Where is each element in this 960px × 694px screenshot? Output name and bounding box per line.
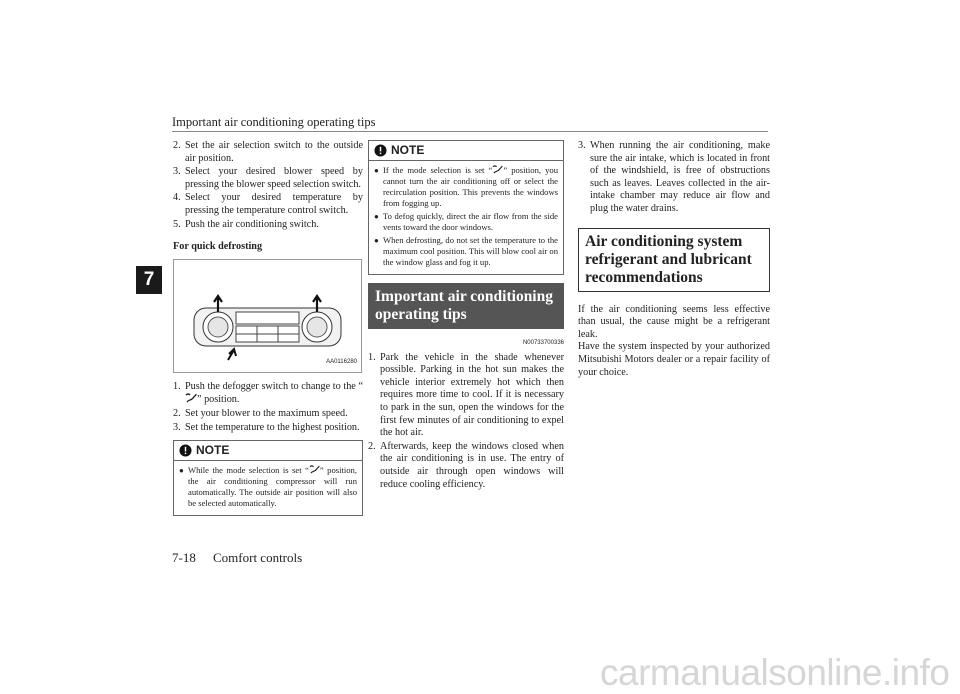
note-info-icon — [179, 444, 192, 457]
step-item: 3. When running the air conditioning, make sure the air intake, which is located in front of the windshield, is free of obstructions such as leaves. Leaves collected in the air-intake chamber may reduce air flow and plug the water drains. — [578, 140, 770, 214]
step-item: 2. Set the air selection switch to the outside air position. — [173, 140, 363, 164]
note-header — [369, 141, 563, 161]
defroster-icon — [492, 165, 503, 174]
page-number: 7-18 — [172, 550, 196, 565]
header-rule — [172, 131, 768, 132]
bullet-icon: ● — [374, 212, 379, 221]
bullet-icon: ● — [374, 166, 379, 175]
step-item: 3. Select your desired blower speed by pressing the blower speed selection switch. — [173, 166, 363, 190]
note-title: NOTE — [196, 443, 230, 458]
subhead-quick-defrosting: For quick defrosting — [173, 241, 263, 253]
note-item: ● To defog quickly, direct the air flow from the side vents toward the door windows. — [374, 211, 558, 232]
section-heading-tips: Important air conditioning operating tips — [368, 283, 564, 329]
note-box-2 — [368, 140, 564, 275]
figure-code: AA0116280 — [326, 359, 357, 366]
note-item: ● If the mode selection is set “ ” position, you cannot turn the air conditioning off or select the recirculation position. This prevents the windows from fogging up. — [374, 165, 558, 208]
steps-list-a — [173, 140, 363, 231]
header-title: Important air conditioning operating tips — [172, 115, 376, 129]
step-item: 2. Afterwards, keep the windows closed when the air conditioning is in use. The entry of outside air through open windows will reduce cooling efficiency. — [368, 440, 564, 490]
note-item: ● When defrosting, do not set the temperature to the maximum cool position. This will blow cool air on the window glass and fog it up. — [374, 235, 558, 267]
column-2 — [368, 140, 564, 492]
paragraph: If the air conditioning seems less effective than usual, the cause might be a refrigerant leak. — [578, 303, 770, 340]
footer-section: Comfort controls — [213, 550, 303, 565]
step-item: 5. Push the air conditioning switch. — [173, 218, 319, 230]
defroster-icon — [185, 393, 197, 403]
defroster-icon — [309, 465, 320, 474]
note-info-icon — [374, 144, 387, 157]
section-heading-refrigerant: Air conditioning system refrigerant and lubricant recommendations — [578, 228, 770, 292]
steps-list-b — [173, 381, 363, 434]
climate-control-panel-figure — [173, 259, 362, 373]
chapter-tab: 7 — [136, 266, 162, 294]
step-item: 1. Push the defogger switch to change to the “” position. — [173, 380, 363, 406]
note-item: ● While the mode selection is set “ ” position, the air conditioning compressor will run automatically. The outside air position will also be selected automatically. — [179, 465, 357, 509]
column-3 — [578, 140, 770, 379]
step-item: 1. Park the vehicle in the shade whenever possible. Parking in the hot sun makes the vehicle interior extremely hot which then requires more time to cool. If it is necessary to park in the sun, open the windows for the first few minutes of air conditioning to expel the hot air. — [368, 351, 564, 439]
step-item: 4. Select your desired temperature by pressing the temperature control switch. — [173, 192, 363, 216]
note-body — [174, 461, 362, 515]
bullet-icon: ● — [374, 236, 379, 245]
column-1 — [173, 140, 363, 516]
note-header — [174, 441, 362, 461]
paragraph: Have the system inspected by your authorized Mitsubishi Motors dealer or a repair facility of your choice. — [578, 341, 770, 378]
note-body — [369, 161, 563, 274]
section-code: N00733700336 — [522, 340, 564, 346]
note-title: NOTE — [391, 143, 425, 158]
bullet-icon: ● — [179, 466, 184, 476]
climate-panel-illustration — [174, 260, 361, 372]
watermark: carmanualsonline.info — [600, 652, 950, 693]
step-item: 2. Set your blower to the maximum speed. — [173, 407, 348, 419]
tips-list-continued — [578, 140, 770, 216]
step-item: 3. Set the temperature to the highest position. — [173, 421, 360, 433]
tips-list — [368, 352, 564, 492]
note-box-1 — [173, 440, 363, 516]
